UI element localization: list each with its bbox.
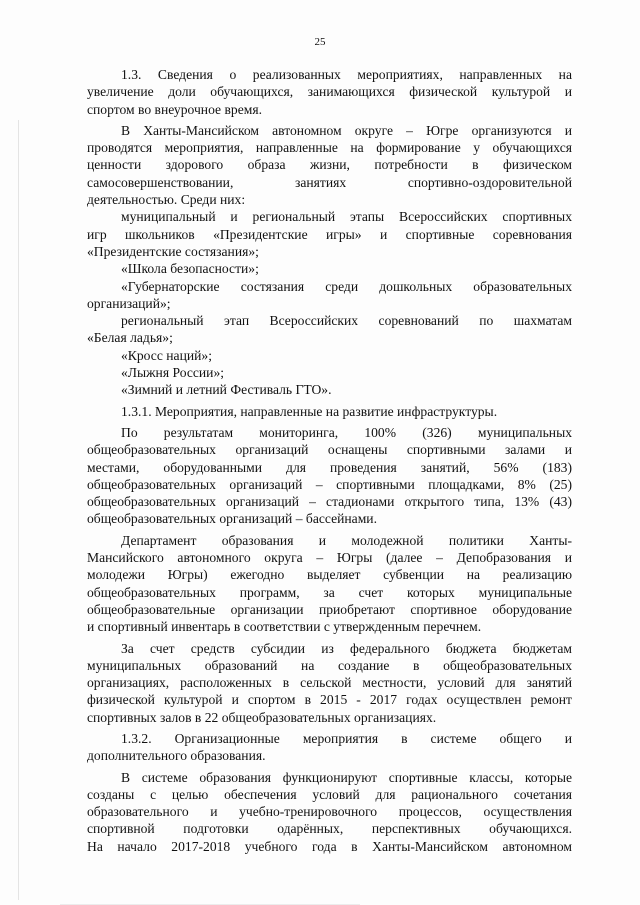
text-line: За счет средств субсидии из федерального бюджета бюджетам bbox=[121, 640, 572, 656]
text-line: муниципальный и региональный этапы Всероссийских спортивных bbox=[121, 209, 572, 225]
text-line: По результатам мониторинга, 100% (326) муниципальных bbox=[121, 424, 572, 440]
text-line: В Ханты-Мансийском автономном округе – Югре организуются и bbox=[121, 122, 572, 138]
text-line: Департамент образования и молодежной политики Ханты- bbox=[121, 532, 572, 548]
text-line: дополнительного образования. bbox=[87, 748, 266, 764]
text-line: общеобразовательных организаций оснащены спортивными залами и bbox=[87, 442, 572, 458]
text-line: молодежи Югры) ежегодно выделяет субвенции на реализацию bbox=[87, 567, 572, 583]
scan-margin-line bbox=[18, 120, 19, 900]
text-line: региональный этап Всероссийских соревнований по шахматам bbox=[121, 313, 572, 329]
text-line: самосовершенствовании, занятиях спортивно-оздоровительной bbox=[87, 174, 572, 190]
text-line: ценности здорового образа жизни, потребности в физическом bbox=[87, 157, 572, 173]
text-line: общеобразовательные организации приобретают спортивное оборудование bbox=[87, 601, 572, 617]
text-line: организациях, расположенных в сельской местности, условий для занятий bbox=[87, 675, 572, 691]
text-line: «Президентские состязания»; bbox=[87, 243, 259, 259]
document-body bbox=[87, 66, 572, 855]
text-line: «Белая ладья»; bbox=[87, 330, 173, 346]
text-line: На начало 2017-2018 учебного года в Ханты-Мансийском автономном bbox=[87, 838, 572, 854]
text-line: увеличение доли обучающихся, занимающихся физической культурой и bbox=[87, 84, 572, 100]
text-line: общеобразовательных организаций – бассейнами. bbox=[87, 511, 377, 527]
text-line: «Кросс наций»; bbox=[121, 347, 212, 363]
text-line: спортивной подготовки одарённых, перспективных обучающихся. bbox=[87, 821, 572, 837]
text-line: деятельностью. Среди них: bbox=[87, 192, 246, 208]
text-line: «Зимний и летний Фестиваль ГТО». bbox=[121, 382, 332, 398]
text-line: и спортивный инвентарь в соответствии с утвержденным перечнем. bbox=[87, 619, 482, 635]
text-line: физической культурой и спортом в 2015 - 2017 годах осуществлен ремонт bbox=[87, 692, 572, 708]
text-line: спортом во внеурочное время. bbox=[87, 101, 262, 117]
text-line: муниципальных образований на создание в общеобразовательных bbox=[87, 657, 572, 673]
text-line: созданы с целью обеспечения условий для рационального сочетания bbox=[87, 786, 572, 802]
text-line: общеобразовательных организаций – стадионами открытого типа, 13% (43) bbox=[87, 494, 572, 510]
text-line: Мансийского автономного округа – Югры (далее – Депобразования и bbox=[87, 550, 572, 566]
text-line: 1.3. Сведения о реализованных мероприятиях, направленных на bbox=[121, 67, 572, 82]
page-number: 25 bbox=[314, 36, 326, 48]
text-line: образовательного и учебно-тренировочного процессов, осуществления bbox=[87, 804, 572, 820]
text-line: 1.3.1. Мероприятия, направленные на развитие инфраструктуры. bbox=[121, 403, 498, 419]
text-line: В системе образования функционируют спортивные классы, которые bbox=[121, 769, 572, 785]
text-line: общеобразовательных организаций – спортивными площадками, 8% (25) bbox=[87, 476, 572, 492]
text-line: игр школьников «Президентские игры» и спортивные соревнования bbox=[87, 226, 572, 242]
text-line: организаций»; bbox=[87, 295, 171, 311]
text-line: общеобразовательных программ, за счет которых муниципальные bbox=[87, 584, 572, 600]
text-line: спортивных залов в 22 общеобразовательных организациях. bbox=[87, 709, 437, 725]
text-line: «Школа безопасности»; bbox=[121, 261, 259, 277]
text-line: 1.3.2. Организационные мероприятия в системе общего и bbox=[121, 730, 572, 746]
text-line: «Лыжня России»; bbox=[121, 365, 225, 381]
text-line: проводятся мероприятия, направленные на формирование у обучающихся bbox=[87, 140, 572, 156]
text-line: местами, оборудованными для проведения занятий, 56% (183) bbox=[87, 459, 572, 475]
text-line: «Губернаторские состязания среди дошкольных образовательных bbox=[121, 278, 572, 294]
